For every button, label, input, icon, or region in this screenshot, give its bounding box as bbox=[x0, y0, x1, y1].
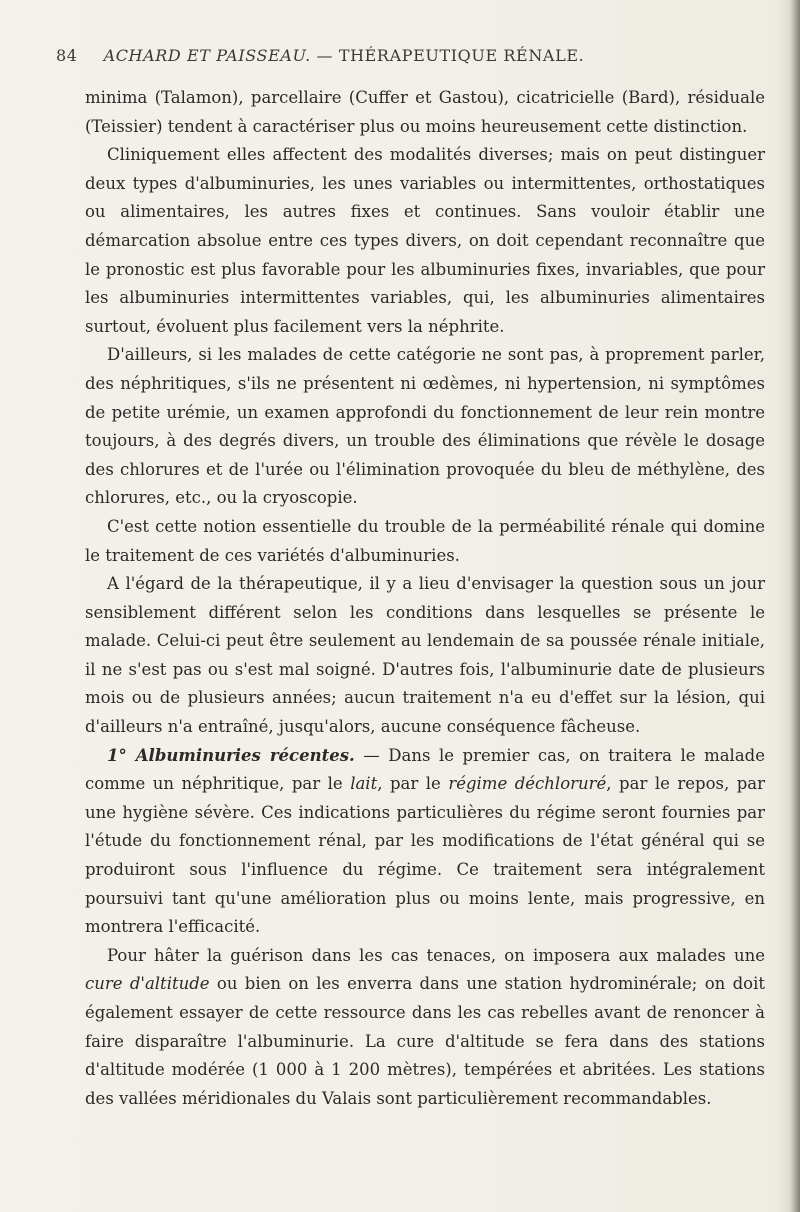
paragraph-6-text-c: , par le repos, par une hygiène sévère. Ces indications particulières du régime seront fournies par l'étude du fonctionnement rénal, par les modifications de l'état général qui se produiront sous l'influence du régime. Ce traitement sera intégralement poursuivi tant qu'une amélioration plus ou moins lente, mais progressive, en montrera l'efficacité. bbox=[85, 774, 766, 937]
italic-cure-altitude: cure d'altitude bbox=[85, 974, 210, 994]
paragraph-6-text-b: , par le bbox=[377, 774, 449, 794]
page-number: 84 bbox=[56, 46, 78, 65]
body-text bbox=[85, 84, 765, 1113]
running-header bbox=[56, 46, 756, 65]
paragraph-7-text-b: ou bien on les enverra dans une station hydrominérale; on doit également essayer de cette ressource dans les cas rebelles avant de renoncer à faire disparaître l'albuminurie. La cure d'altitude se fera dans des stations d'altitude modérée (1 000 à 1 200 mètres), tempérées et abritées. Les stations des vallées méridionales du Valais sont particulièrement recommandables. bbox=[85, 974, 765, 1108]
paragraph-4: C'est cette notion essentielle du trouble de la perméabilité rénale qui domine le traitement de ces variétés d'albuminuries. bbox=[85, 516, 765, 565]
italic-regime-dechlorure: régime déchloruré bbox=[448, 774, 607, 794]
page-edge-shadow bbox=[778, 0, 800, 1212]
paragraph-3: D'ailleurs, si les malades de cette catégorie ne sont pas, à proprement parler, des néphritiques, s'ils ne présentent ni œdèmes, ni hypertension, ni symptômes de petite urémie, un examen approfondi du fonctionnement de leur rein montre toujours, à des degrés divers, un trouble des éliminations que révèle le dosage des chlorures et de l'urée ou l'élimination provoquée du bleu de méthylène, des chlorures, etc., ou la cryoscopie. bbox=[85, 345, 765, 508]
header-separator: — bbox=[316, 46, 334, 65]
paragraph-7 bbox=[85, 942, 765, 1114]
paragraph-7-text-a: Pour hâter la guérison dans les cas tenaces, on imposera aux malades une bbox=[107, 945, 765, 965]
paragraph-5: A l'égard de la thérapeutique, il y a lieu d'envisager la question sous un jour sensiblement différent selon les conditions dans lesquelles se présente le malade. Celui-ci peut être seulement au lendemain de sa poussée rénale initiale, il ne s'est pas ou s'est mal soigné. D'autres fois, l'albuminurie date de plusieurs mois ou de plusieurs années; aucun traitement n'a eu d'effet sur la lésion, qui d'ailleurs n'a entraîné, jusqu'alors, aucune conséquence fâcheuse. bbox=[85, 574, 765, 737]
paragraph-6 bbox=[85, 742, 765, 942]
section-heading-albuminuries-recentes: 1° Albuminuries récentes. bbox=[107, 745, 355, 765]
header-title: THÉRAPEUTIQUE RÉNALE. bbox=[338, 46, 585, 65]
paragraph-6-text-a: — Dans le premier cas, on traitera le malade comme un néphritique, par le bbox=[85, 745, 765, 794]
paragraph-1: minima (Talamon), parcellaire (Cuffer et Gastou), cicatricielle (Bard), résiduale (Teissier) tendent à caractériser plus ou moins heureusement cette distinction. bbox=[85, 88, 765, 136]
paragraph-2: Cliniquement elles affectent des modalités diverses; mais on peut distinguer deux types d'albuminuries, les unes variables ou intermittentes, orthostatiques ou alimentaires, les autres fixes et continues. Sans vouloir établir une démarcation absolue entre ces types divers, on doit cependant reconnaître que le pronostic est plus favorable pour les albuminuries fixes, invariables, que pour les albuminuries intermittentes variables, qui, les albuminuries alimentaires surtout, évoluent plus facilement vers la néphrite. bbox=[85, 145, 765, 336]
header-authors: ACHARD ET PAISSEAU. bbox=[103, 46, 311, 65]
italic-lait: lait bbox=[350, 774, 378, 794]
